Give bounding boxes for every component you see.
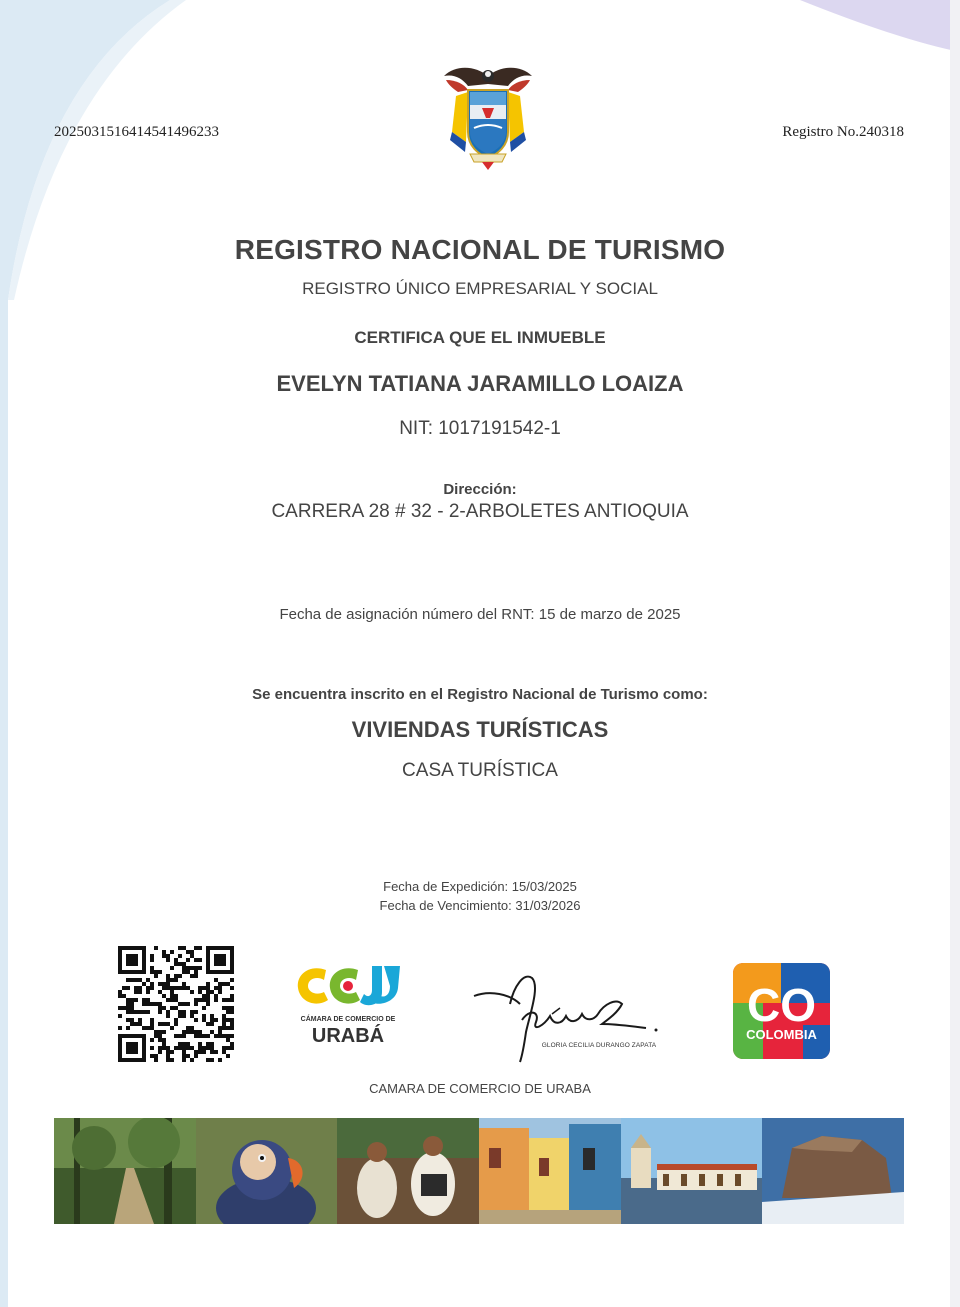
colombia-coat-of-arms-icon <box>438 62 538 170</box>
registro-number: Registro No.240318 <box>782 124 904 140</box>
fecha-vencimiento: Fecha de Vencimiento: 31/03/2026 <box>379 898 581 913</box>
document-code: 20250315164145414962​33 <box>54 124 219 140</box>
fecha-expedicion: Fecha de Expedición: 15/03/2025 <box>383 879 577 894</box>
inscrito-label: Se encuentra inscrito en el Registro Nacional de Turismo como: <box>252 686 708 703</box>
owner-name: EVELYN TATIANA JARAMILLO LOAIZA <box>276 371 684 396</box>
photo-colonial-street <box>479 1118 621 1224</box>
subcategory: CASA TURÍSTICA <box>402 760 558 781</box>
chamber-logo-small-text: CÁMARA DE COMERCIO DE <box>300 1016 396 1023</box>
signature <box>470 968 670 1066</box>
certificate-subtitle: REGISTRO ÚNICO EMPRESARIAL Y SOCIAL <box>302 279 658 298</box>
co-logo-small-text: COLOMBIA <box>746 1027 817 1042</box>
nit-number: NIT: 1017191542-1 <box>399 418 561 439</box>
photo-colonial-town <box>621 1118 763 1224</box>
certificate-title: REGISTRO NACIONAL DE TURISMO <box>234 234 726 265</box>
photo-vallenato-musicians <box>337 1118 479 1224</box>
qr-code-icon[interactable] <box>118 946 234 1062</box>
co-logo-big-text: CO <box>747 979 816 1031</box>
direccion-value: CARRERA 28 # 32 - 2-ARBOLETES ANTIOQUIA <box>271 501 689 522</box>
photo-forest-path <box>54 1118 196 1224</box>
signature-name: GLORIA CECILIA DURANGO ZAPATA <box>541 1042 657 1049</box>
chamber-caption: CAMARA DE COMERCIO DE URABA <box>369 1081 591 1096</box>
photo-condor-bird <box>196 1118 338 1224</box>
category: VIVIENDAS TURÍSTICAS <box>351 717 609 742</box>
photo-rock-mountain <box>762 1118 904 1224</box>
photo-strip <box>54 1118 904 1224</box>
certifica-heading: CERTIFICA QUE EL INMUEBLE <box>354 328 606 347</box>
camara-comercio-uraba-logo <box>296 962 404 1012</box>
chamber-logo-big-text: URABÁ <box>311 1025 385 1047</box>
fecha-asignacion: Fecha de asignación número del RNT: 15 de marzo de 2025 <box>279 606 681 623</box>
direccion-label: Dirección: <box>443 481 517 498</box>
